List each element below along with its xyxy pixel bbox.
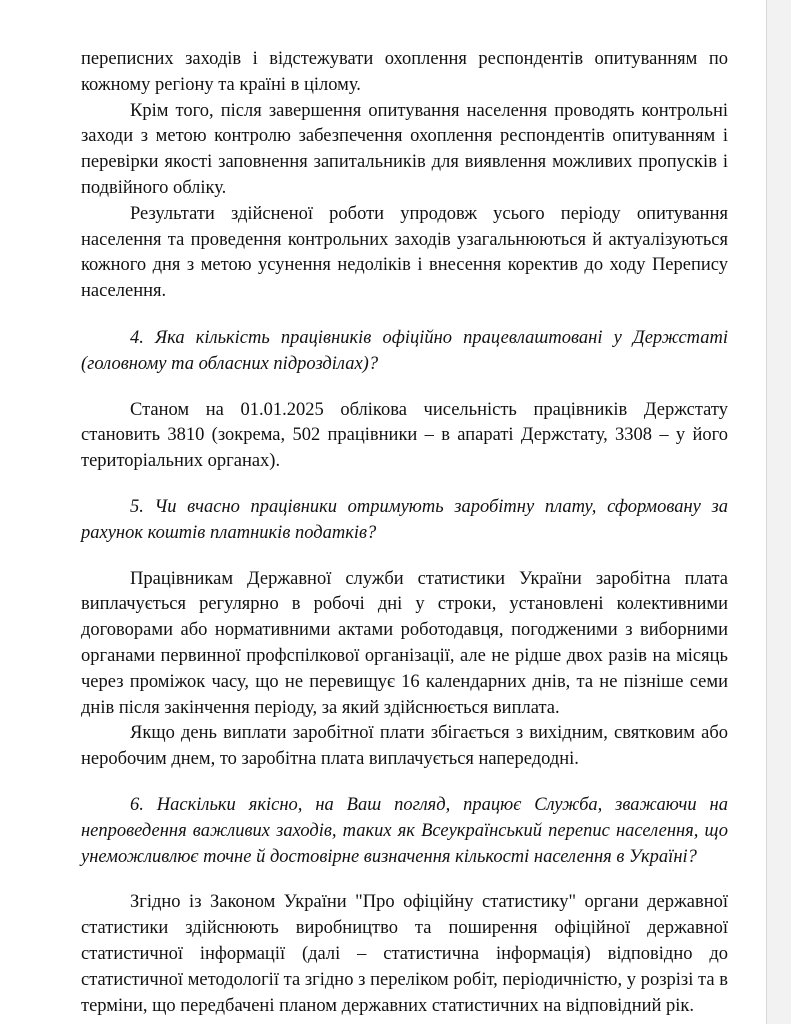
paragraph-results-summary: Результати здійсненої роботи упродовж усього періоду опитування населення та проведення контрольних заходів узагальнюються й актуалізуються кожного дня з метою усунення недоліків і внесення коректив до ходу Перепису населення. [81,203,728,302]
paragraph-coverage-continuation: переписних заходів і відстежувати охоплення респондентів опитуванням по кожному регіону та країні в цілому. [81,49,728,95]
question-5-heading: 5. Чи вчасно працівники отримують заробітну плату, сформовану за рахунок коштів платників податків? [81,496,728,543]
question-4-heading: 4. Яка кількість працівників офіційно працевлаштовані у Держстаті (головному та обласних підрозділах)? [81,327,728,374]
answer-5-holiday-paragraph: Якщо день виплати заробітної плати збігається з вихідним, святковим або неробочим днем, то заробітна плата виплачується напередодні. [81,723,728,770]
answer-4-paragraph: Станом на 01.01.2025 облікова чисельність працівників Держстату становить 3810 (зокрема, 502 працівники – в апараті Держстату, 3308 – у його територіальних органах). [81,399,728,472]
question-6-heading: 6. Наскільки якісно, на Ваш погляд, працює Служба, зважаючи на непроведення важливих заходів, таких як Всеукраїнський перепис населення, що унеможливлює точне й достовірне визначення кількості населення в Україні? [81,794,728,867]
paragraph-control-measures: Крім того, після завершення опитування населення проводять контрольні заходи з метою контролю забезпечення охоплення респондентів опитуванням і перевірки якості заповнення запитальників для виявлення можливих пропусків і подвійного обліку. [81,100,728,198]
page-edge-gutter [766,0,791,1024]
answer-6-paragraph: Згідно із Законом України "Про офіційну статистику" органи державної статистики здійснюють виробництво та поширення офіційної державної статистичної інформації (далі – статистична інформація) відповідно до статистичної методології та згідно з переліком робіт, періодичністю, у розрізі та в терміни, що передбачені планом державних статистичних на відповідний рік. [81,892,728,1016]
answer-5-paragraph: Працівникам Державної служби статистики України заробітна плата виплачується регулярно в робочі дні у строки, установлені колективними договорами або нормативними актами роботодавця, погодженими з виборними органами первинної профспілкової організації, але не рідше двох разів на місяць через проміжок часу, що не перевищує 16 календарних днів, та не пізніше семи днів після закінчення періоду, за який здійснюється виплата. [81,568,728,718]
document-body [81,47,728,1019]
